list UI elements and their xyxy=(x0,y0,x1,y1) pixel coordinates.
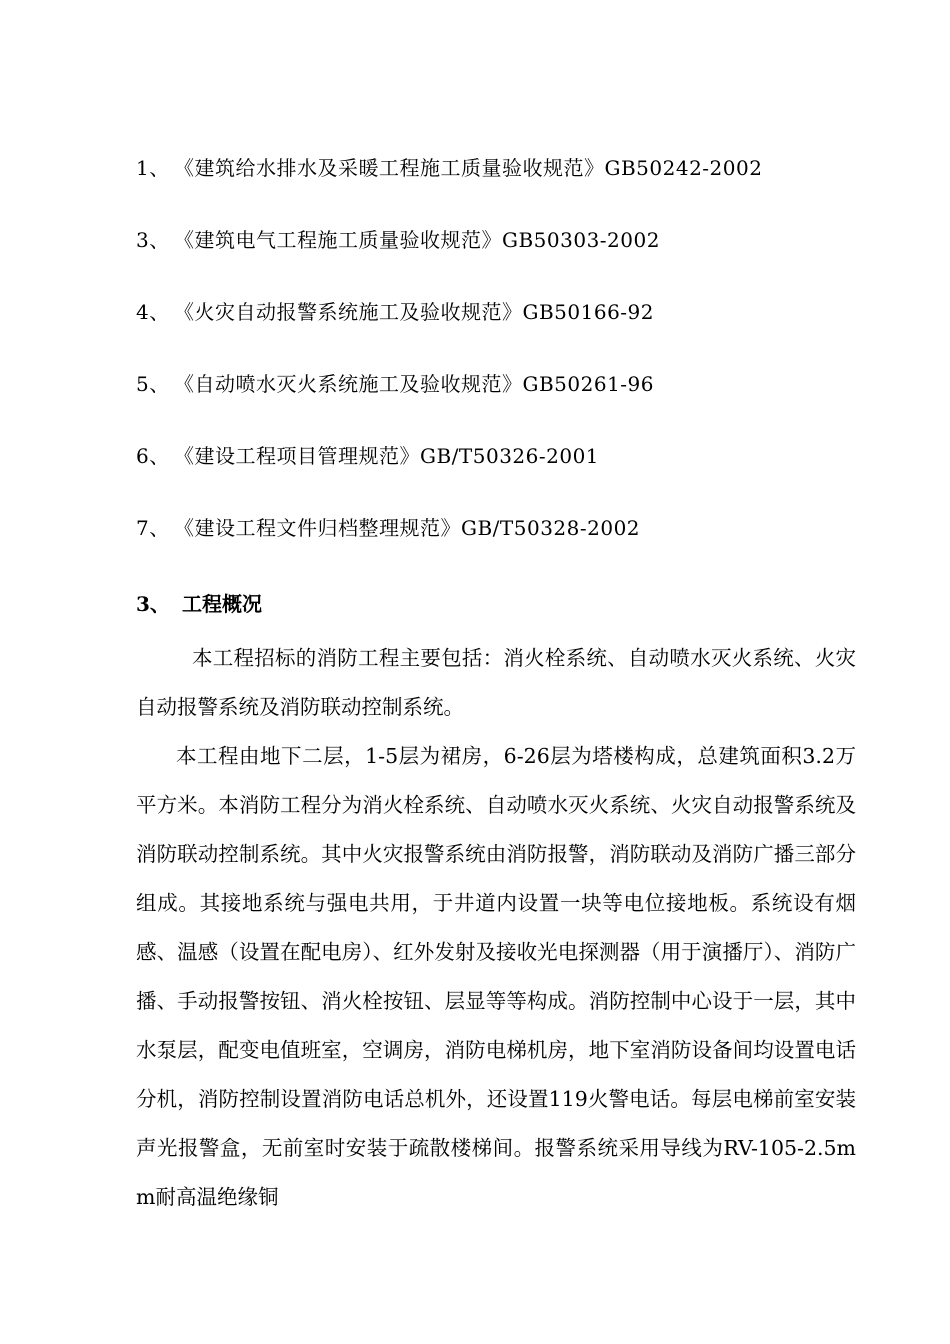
reference-number: 6、 xyxy=(136,444,170,468)
reference-item xyxy=(136,438,896,510)
section-body xyxy=(136,634,856,1222)
section-title: 工程概况 xyxy=(182,592,262,616)
reference-item xyxy=(136,294,896,366)
paragraph-overview: 本工程由地下二层，1-5层为裙房，6-26层为塔楼构成，总建筑面积3.2万平方米。本消防工程分为消火栓系统、自动喷水灭火系统、火灾自动报警系统及消防联动控制系统。其中火灾报警系统由消防报警，消防联动及消防广播三部分组成。其接地系统与强电共用，于井道内设置一块等电位接地板。系统设有烟感、温感（设置在配电房）、红外发射及接收光电探测器（用于演播厅）、消防广播、手动报警按钮、消火栓按钮、层显等等构成。消防控制中心设于一层，其中水泵层，配变电值班室，空调房，消防电梯机房，地下室消防设备间均设置电话分机，消防控制设置消防电话总机外，还设置119火警电话。每层电梯前室安装声光报警盒，无前室时安装于疏散楼梯间。报警系统采用导线为RV-105-2.5mm耐高温绝缘铜 xyxy=(136,744,856,1209)
reference-standards-list xyxy=(136,150,896,582)
reference-number: 7、 xyxy=(136,516,170,540)
reference-text: 《火灾自动报警系统施工及验收规范》GB50166-92 xyxy=(174,300,655,324)
section-heading xyxy=(136,586,262,622)
reference-item xyxy=(136,150,896,222)
paragraph-scope: 本工程招标的消防工程主要包括：消火栓系统、自动喷水灭火系统、火灾自动报警系统及消防联动控制系统。 xyxy=(136,646,856,719)
reference-item xyxy=(136,222,896,294)
reference-number: 1、 xyxy=(136,156,170,180)
reference-number: 4、 xyxy=(136,300,170,324)
reference-text: 《自动喷水灭火系统施工及验收规范》GB50261-96 xyxy=(174,372,655,396)
reference-number: 5、 xyxy=(136,372,170,396)
section-number: 3、 xyxy=(136,592,170,616)
reference-item xyxy=(136,510,896,582)
reference-text: 《建筑电气工程施工质量验收规范》GB50303-2002 xyxy=(174,228,660,252)
reference-text: 《建筑给水排水及采暖工程施工质量验收规范》GB50242-2002 xyxy=(174,156,763,180)
reference-number: 3、 xyxy=(136,228,170,252)
reference-text: 《建设工程文件归档整理规范》GB/T50328-2002 xyxy=(174,516,641,540)
reference-item xyxy=(136,366,896,438)
reference-text: 《建设工程项目管理规范》GB/T50326-2001 xyxy=(174,444,600,468)
